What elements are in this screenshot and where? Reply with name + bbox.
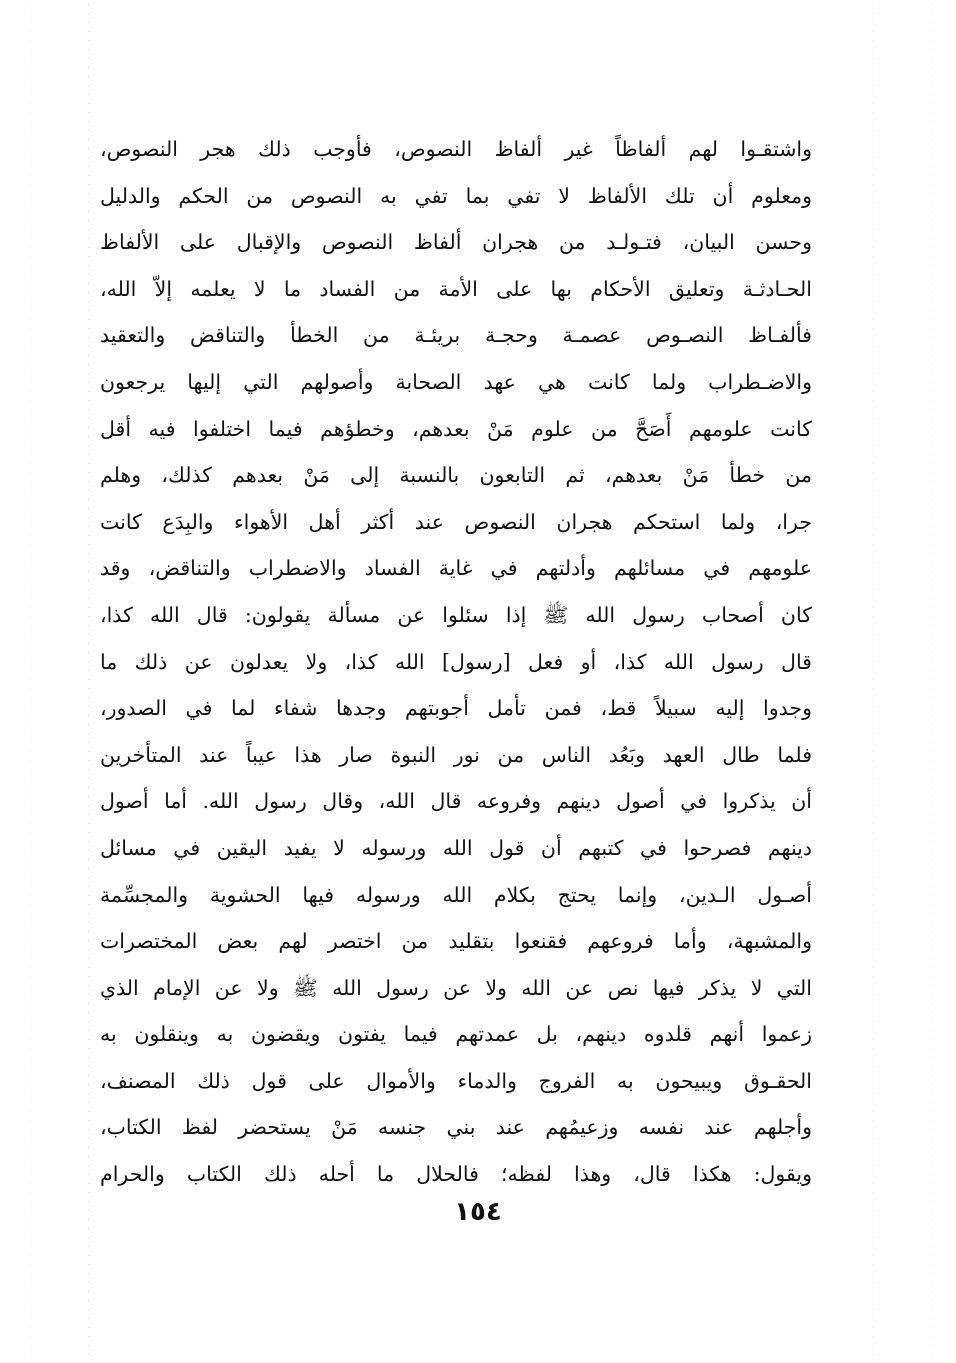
- text-line: قال رسول الله كذا، أو فعل [رسول] الله كذا، ولا يعدلون عن ذلك ما: [100, 649, 812, 674]
- text-line: وأجلهم عند نفسه وزعيمُهم عند بني جنسه مَنْ يستحضر لفظ الكتاب،: [100, 1115, 812, 1140]
- scan-edge-marks: [872, 0, 873, 1363]
- body-text: [100, 126, 812, 1198]
- text-line: ويقول: هكذا قال، وهذا لفظه؛ فالحلال ما أحله ذلك الكتاب والحرام: [100, 1162, 812, 1187]
- text-line: كانت علومهم أَصَحَّ من علوم مَنْ بعدهم، وخطؤهم فيما اختلفوا فيه أقل: [100, 416, 812, 441]
- text-line: والمشبهة، وأما فروعهم فقنعوا بتقليد من اختصر لهم بعض المختصرات: [100, 929, 812, 954]
- page-number: ١٥٤: [454, 1197, 502, 1227]
- text-line: واشتقـوا لهم ألفاظاً غير ألفاظ النصوص، فأوجب ذلك هجر النصوص،: [100, 137, 812, 161]
- scan-edge-marks: [88, 0, 89, 1363]
- text-line: فألفـاظ النصـوص عصمـة وحجـة بريئـة من الخطأ والتناقض والتعقيد: [100, 323, 812, 348]
- text-line: فلما طال العهد وبَعُد الناس من نور النبوة صار هذا عيباً عند المتأخرين: [100, 742, 812, 767]
- text-line: أصـول الـدين، وإنما يحتج بكلام الله ورسوله فيها الحشوية والمجسِّمة: [100, 882, 812, 907]
- text-line: جرا، ولما استحكم هجران النصوص عند أكثر أهل الأهواء والبِدَع كانت: [100, 509, 812, 534]
- text-line: من خطأ مَنْ بعدهم، ثم التابعون بالنسبة إلى مَنْ بعدهم كذلك، وهلم: [100, 463, 812, 488]
- text-line: التي لا يذكر فيها نص عن الله ولا عن رسول الله ﷺ ولا عن الإمام الذي: [100, 975, 812, 1000]
- text-line: ومعلوم أن تلك الألفاظ لا تفي بما تفي به النصوص من الحكم والدليل: [100, 183, 812, 208]
- text-line: وجدوا إليه سبيلاً قط، فمن تأمل أجوبتهم وجدها شفاء لما في الصدور،: [100, 696, 812, 721]
- scan-edge-marks: [30, 0, 31, 1363]
- text-line: زعموا أنهم قلدوه دينهم، بل عمدتهم فيما يفتون ويقضون به وينقلون به: [100, 1022, 812, 1047]
- text-line: أن يذكروا في أصول دينهم وفروعه قال الله، وقال رسول الله. أما أصول: [100, 789, 812, 814]
- text-line: كان أصحاب رسول الله ﷺ إذا سئلوا عن مسألة يقولون: قال الله كذا،: [100, 602, 812, 627]
- text-line: الحـادثـة وتعليق الأحكام بها على الأمة من الفساد ما لا يعلمه إلاّ الله،: [100, 276, 812, 301]
- text-line: والاضـطراب ولما كانت هي عهد الصحابة وأصولهم التي إليها يرجعون: [100, 369, 812, 394]
- text-line: علومهم في مسائلهم وأدلتهم في غاية الفساد والاضطراب والتناقض، وقد: [100, 556, 812, 581]
- text-line: الحقـوق ويبيحون به الفروج والدماء والأموال على قول ذلك المصنف،: [100, 1068, 812, 1093]
- scan-edge-marks: [932, 0, 933, 1363]
- text-line: وحسن البيان، فتـولـد من هجران ألفاظ النصوص والإقبال على الألفاظ: [100, 230, 812, 255]
- text-line: دينهم فصرحوا في كتبهم أن قول الله ورسوله لا يفيد اليقين في مسائل: [100, 835, 812, 860]
